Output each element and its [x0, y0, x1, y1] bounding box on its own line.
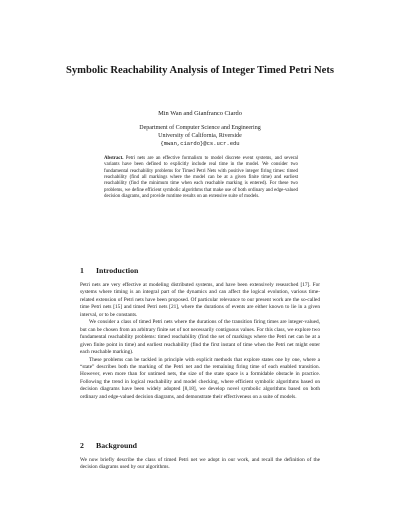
university: University of California, Riverside [158, 132, 242, 139]
paragraph: Petri nets are very effective at modeling distributed systems, and have been extensively researched [17]. For systems where timing is an integral part of the dynamics and can affect the logical evolution, various time-related extension of Petri nets have been proposed. Of particular relevance to our present work are the so-called time Petri nets [15] and timed Petri nets [21], where the durations of events are either known to lie in a given interval, or to be constants. [80, 282, 320, 318]
section-heading-introduction [80, 266, 138, 275]
section-title: Background [96, 441, 138, 450]
abstract-text: Petri nets are an effective formalism to model discrete event systems, and several variants have been defined to explicitly include real time in the model. We consider two fundamental reachability problems for Timed Petri Nets with positive integer firing times: timed reachability (find all markings where the model can be at a given finite time) and earliest reachability (find the minimum time when each reachable marking is entered). For these two problems, we define efficient symbolic algorithms that make use of both ordinary and edge-valued decision diagrams, and provide runtime results on an extensive suite of models. [104, 156, 298, 200]
section-heading-background [80, 441, 137, 450]
abstract-label: Abstract. [104, 156, 124, 161]
paragraph: We now briefly describe the class of timed Petri net we adopt in our work, and recall the definition of the decision diagrams used by our algorithms. [80, 457, 320, 471]
section-number: 1 [80, 266, 84, 275]
authors: Min Wan and Gianfranco Ciardo [158, 110, 242, 117]
email: {mwan,ciardo}@cs.ucr.edu [160, 140, 240, 148]
paper-title: Symbolic Reachability Analysis of Integer Timed Petri Nets [65, 65, 335, 76]
paragraph: These problems can be tackled in principle with explicit methods that explore states one by one, where a “state” describes both the marking of the Petri net and the remaining firing time of each enabled transition. However, even more than for untimed nets, the size of the state space is a formidable obstacle in practice. Following the trend in logical reachability and model checking, where efficient symbolic algorithms based on decision diagrams have been widely adopted [8,18], we develop novel symbolic algorithms based on both ordinary and edge-valued decision diagrams, and demonstrate their effectiveness on a suite of models. [80, 356, 320, 400]
section-title: Introduction [96, 266, 139, 275]
section-number: 2 [80, 441, 84, 450]
department: Department of Computer Science and Engineering [139, 125, 261, 131]
background-body [80, 457, 320, 472]
affiliation [60, 125, 340, 148]
abstract [104, 156, 298, 200]
introduction-body [80, 282, 320, 401]
paragraph: We consider a class of timed Petri nets where the durations of the transition firing times are integer-valued, but can be chosen from an arbitrary finite set of not necessarily contiguous values. For this class, we explore two fundamental reachability problems: timed reachability (find the set of markings where the Petri net can be at a given finite point in time) and earliest reachability (find the first instant of time when the Petri net might enter each reachable marking). [80, 319, 320, 356]
